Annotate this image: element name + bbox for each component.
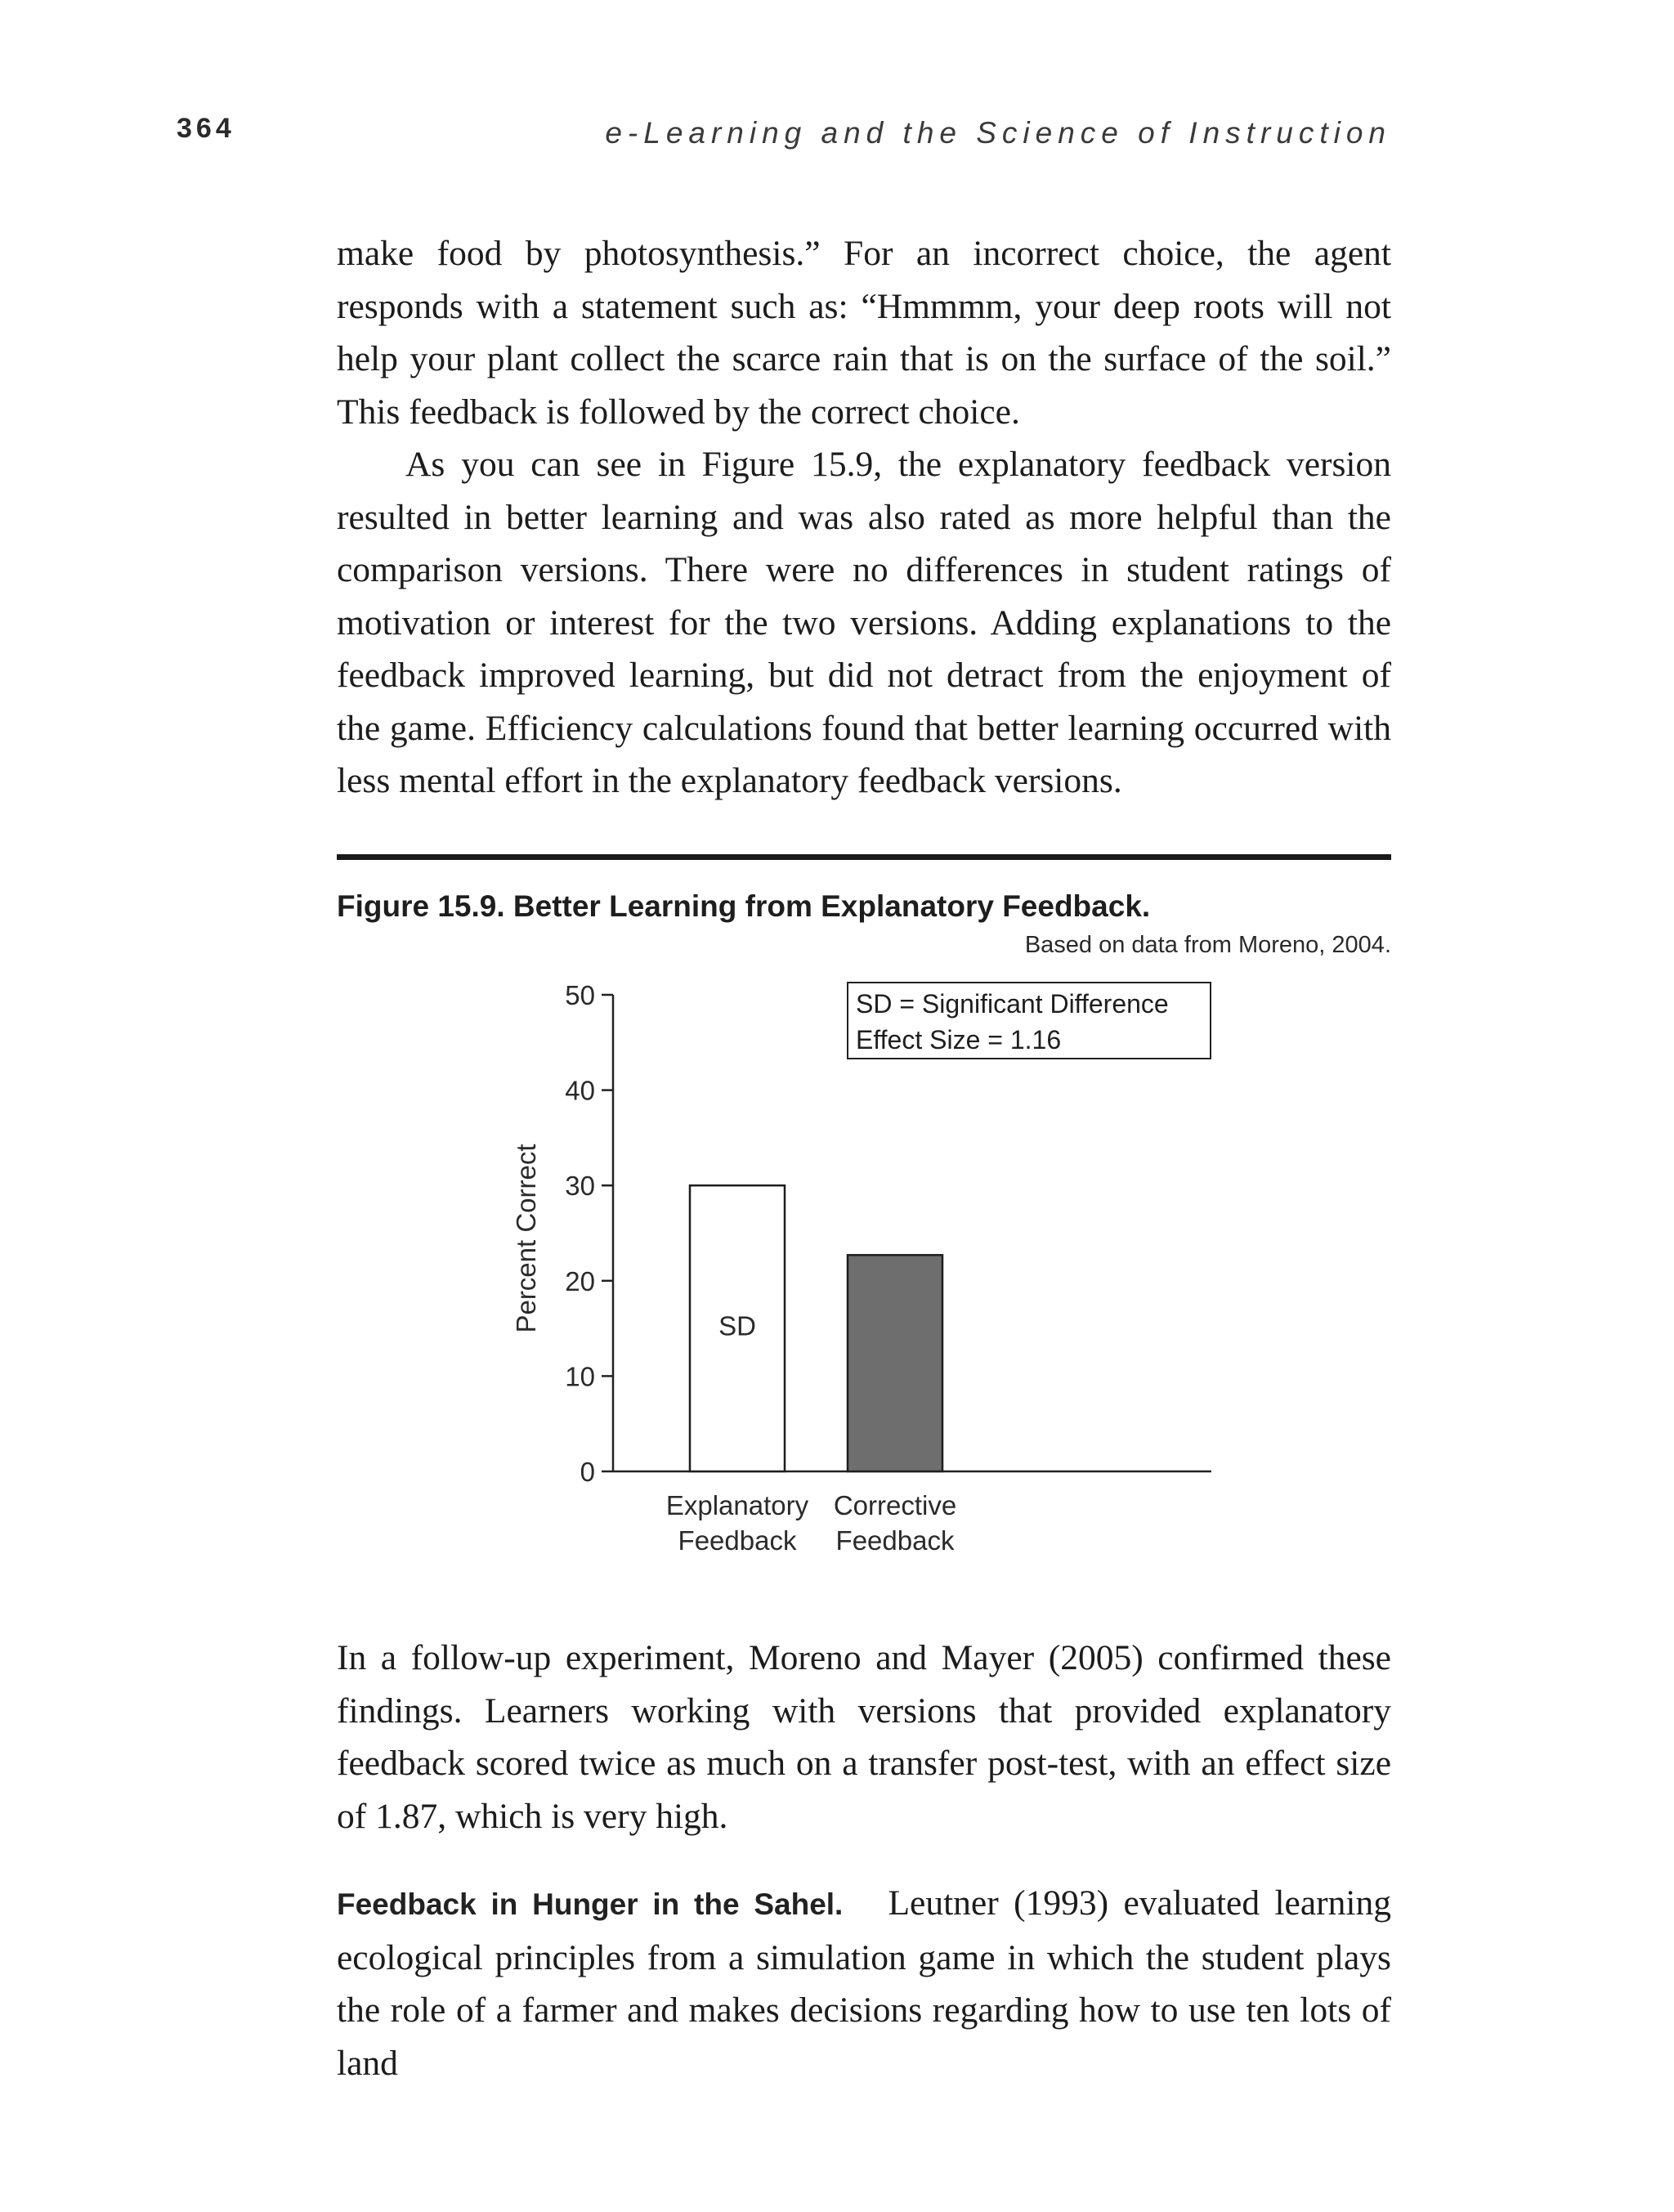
- chart-legend: [848, 983, 1211, 1059]
- figure-source: Based on data from Moreno, 2004.: [1024, 932, 1391, 958]
- section-heading-sahel: Feedback in Hunger in the Sahel.: [337, 1887, 844, 1921]
- y-tick-label: 50: [565, 980, 595, 1010]
- x-category-label: Feedback: [678, 1525, 797, 1556]
- bar-corrective: [848, 1255, 942, 1471]
- x-category-label: Feedback: [835, 1525, 955, 1556]
- figure-title: Figure 15.9. Better Learning from Explanatory Feedback.: [337, 889, 1151, 923]
- y-tick-label: 40: [565, 1075, 595, 1106]
- y-tick-label: 0: [580, 1457, 595, 1487]
- bottom-text-block: [337, 1632, 1391, 1843]
- y-tick-label: 20: [565, 1265, 595, 1296]
- legend-line-2: Effect Size = 1.16: [856, 1025, 1062, 1055]
- running-head: e-Learning and the Science of Instruction: [605, 116, 1391, 150]
- y-axis-ticks: [565, 980, 613, 1487]
- y-tick-label: 30: [565, 1171, 595, 1202]
- y-tick-label: 10: [565, 1361, 595, 1392]
- bar-label-sd: SD: [718, 1310, 756, 1341]
- x-category-label: Explanatory: [665, 1490, 809, 1520]
- legend-line-1: SD = Significant Difference: [856, 989, 1169, 1019]
- paragraph-figure-discussion: As you can see in Figure 15.9, the explanatory feedback version resulted in better learning and was also rated as more helpful than the comparison versions. There were no differences in student ratings of motivation or interest for the two versions. Adding explanations to the feedback improved learning, but did not detract from the enjoyment of the game. Efficiency calculations found that better learning occurred with less mental effort in the explanatory feedback versions.: [337, 445, 1391, 800]
- page-number: 364: [177, 113, 235, 144]
- sahel-text: Leutner (1993) evaluated learning ecological principles from a simulation game in which the student plays the role of a farmer and makes decisions regarding how to use ten lots of land: [337, 1883, 1391, 2083]
- paragraph-sahel: [337, 1877, 1391, 2089]
- top-text-block: [337, 227, 1391, 808]
- figure-top-rule: [337, 854, 1391, 860]
- x-axis-labels: [666, 1490, 956, 1556]
- sahel-section: [337, 1877, 1391, 2089]
- bar-chart: [490, 977, 1226, 1574]
- chart-bars: [690, 1185, 942, 1471]
- x-category-label: Corrective: [833, 1490, 957, 1520]
- paragraph-continuation: make food by photosynthesis.” For an incorrect choice, the agent responds with a statement such as: “Hmmmm, your deep roots will not help your plant collect the scarce rain that is on the surface of the soil.” This feedback is followed by the correct choice.: [337, 234, 1391, 432]
- paragraph-follow-up: In a follow-up experiment, Moreno and Mayer (2005) confirmed these findings. Learners working with versions that provided explanatory feedback scored twice as much on a transfer post-test, with an effect size of 1.87, which is very high.: [337, 1638, 1391, 1836]
- y-axis-label: Percent Correct: [511, 1144, 541, 1333]
